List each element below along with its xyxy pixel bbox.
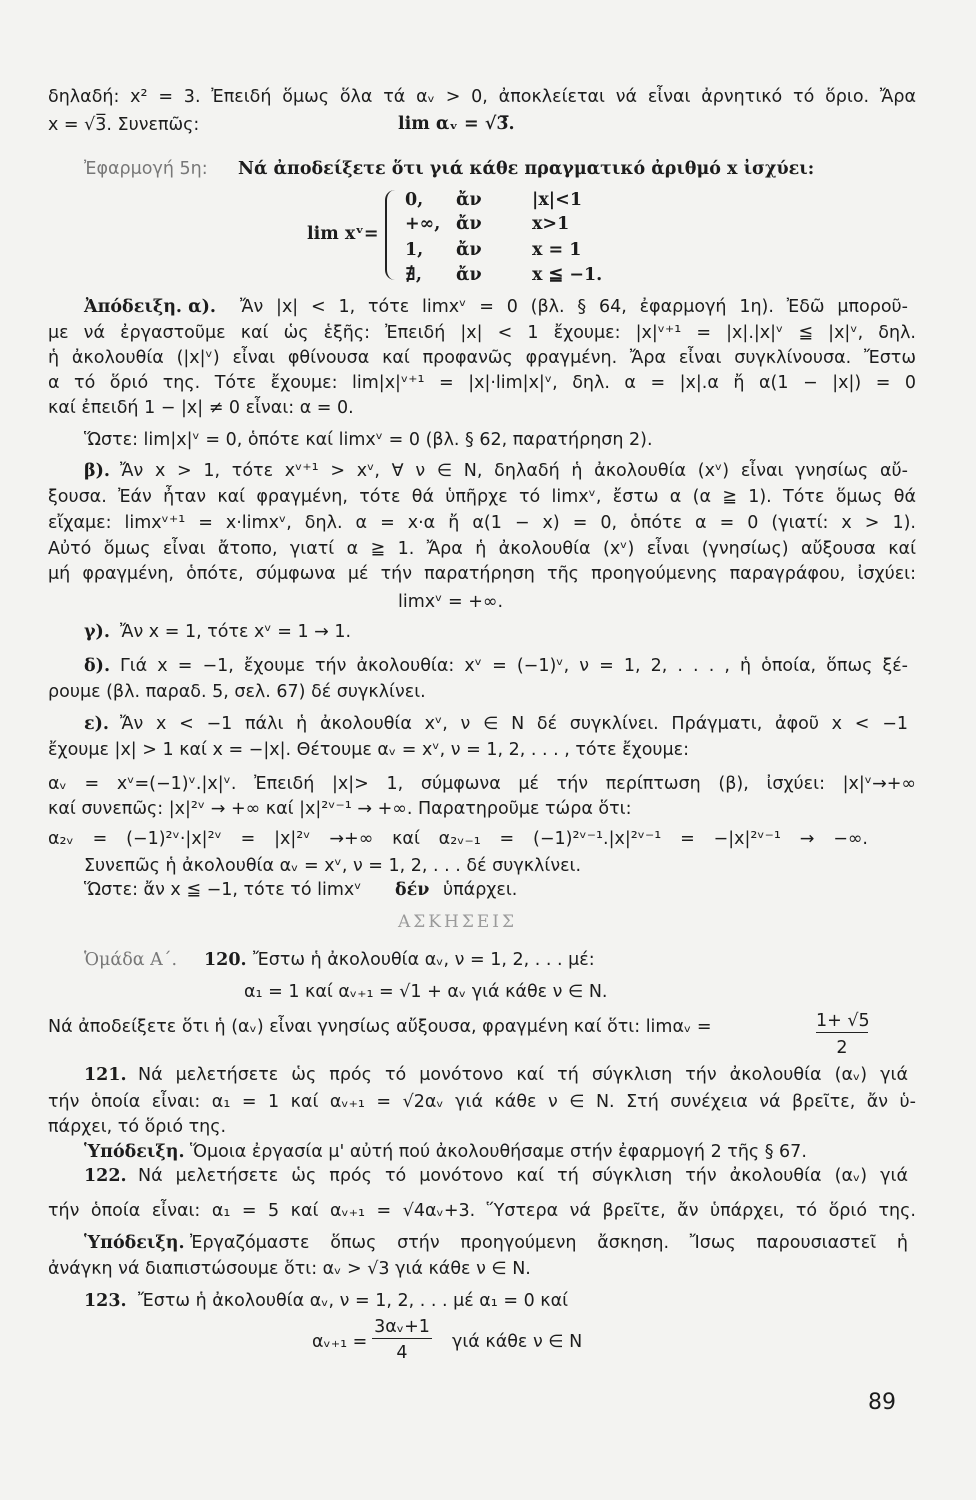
- text-line: τήν ὁποία εἶναι: α₁ = 1 καί αᵥ₊₁ = √2αᵥ γιά κάθε ν ∈ N. Στή συνέχεια νά βρεῖτε, ἄν ὑ-: [48, 1092, 916, 1112]
- text-line: Νά ἀποδείξετε ὅτι ἡ (αᵥ) εἶναι γνησίως αὔξουσα, φραγμένη καί ὅτι: limαᵥ =: [48, 1017, 712, 1037]
- emphasis-word: δέν: [395, 880, 430, 900]
- text-line: Ἔστω ἡ ἀκολουθία αᵥ, ν = 1, 2, . . . μέ:: [253, 950, 595, 970]
- case-value: 0,: [405, 190, 424, 210]
- page-number: 89: [868, 1390, 896, 1415]
- case-if: ἄν: [456, 190, 482, 210]
- case-value: 1,: [405, 240, 424, 260]
- proof-label: Ἀπόδειξη. α).: [84, 297, 216, 317]
- text-line: εἴχαμε: limxᵛ⁺¹ = x·limxᵛ, δηλ. α = x·α ἤ α(1 − x) = 0, ὁπότε α = 0 (γιατί: x > 1).: [48, 513, 916, 533]
- fraction-numerator: 3αᵥ+1: [372, 1317, 432, 1339]
- fraction-numerator: 1+ √5: [816, 1011, 870, 1031]
- text-line: τήν ὁποία εἶναι: α₁ = 5 καί αᵥ₊₁ = √4αᵥ+3. Ὕστερα νά βρεῖτε, ἄν ὑπάρχει, τό ὅριό της.: [48, 1201, 916, 1221]
- hint-label: Ὑπόδειξη.: [84, 1142, 185, 1162]
- case-value: ∄,: [405, 265, 422, 285]
- text-line: Ὅμοια ἐργασία μ' αὐτή πού ἀκολουθήσαμε στήν ἐφαρμογή 2 τῆς § 67.: [190, 1142, 807, 1162]
- text-line: Ἔστω ἡ ἀκολουθία αᵥ, ν = 1, 2, . . . μέ α₁ = 0 καί: [138, 1291, 569, 1311]
- text-line: Συνεπῶς ἡ ἀκολουθία αᵥ = xᵛ, ν = 1, 2, . . . δέ συγκλίνει.: [84, 856, 582, 876]
- text-line: ἀνάγκη νά διαπιστώσουμε ὅτι: αᵥ > √3 γιά κάθε ν ∈ N.: [48, 1259, 531, 1279]
- text-line: Ὥστε: lim|x|ᵛ = 0, ὁπότε καί limxᵛ = 0 (βλ. § 62, παρατήρηση 2).: [84, 430, 653, 450]
- text-line: ἡ ἀκολουθία (|x|ᵛ) εἶναι φθίνουσα καί προφανῶς φραγμένη. Ἄρα εἶναι συγκλίνουσα. Ἔστω: [48, 348, 916, 368]
- formula-lim-x-n: lim xᵛ=: [307, 224, 379, 244]
- text-line: δηλαδή: x² = 3. Ἐπειδή ὅμως ὅλα τά αᵥ > 0, ἀποκλείεται νά εἶναι ἀρνητικό τό ὅριο. Ἄρα: [48, 87, 916, 107]
- cases-brace: [385, 190, 399, 280]
- formula-line: α₂ᵥ = (−1)²ᵛ·|x|²ᵛ = |x|²ᵛ →+∞ καί α₂ᵥ₋₁ = (−1)²ᵛ⁻¹.|x|²ᵛ⁻¹ = −|x|²ᵛ⁻¹ → −∞.: [48, 829, 868, 849]
- exercise-number: 120.: [204, 950, 247, 970]
- text-line: με νά ἐργαστοῦμε καί ὡς ἑξῆς: Ἐπειδή |x| < 1 ἔχουμε: |x|ᵛ⁺¹ = |x|.|x|ᵛ ≦ |x|ᵛ, δηλ.: [48, 323, 916, 343]
- text-line: καί ἐπειδή 1 − |x| ≠ 0 εἶναι: α = 0.: [48, 398, 354, 418]
- text-line: Νά μελετήσετε ὡς πρός τό μονότονο καί τή σύγκλιση τήν ἀκολουθία (αᵥ) γιά: [138, 1166, 908, 1186]
- text-line: ρουμε (βλ. παραδ. 5, σελ. 67) δέ συγκλίνει.: [48, 682, 426, 702]
- case-condition: |x|<1: [532, 190, 583, 210]
- section-heading: ΑΣΚΗΣΕΙΣ: [398, 912, 517, 932]
- case-if: ἄν: [456, 214, 482, 234]
- text-line: γιά κάθε ν ∈ N: [452, 1332, 583, 1352]
- text-line: x = √3̅. Συνεπῶς:: [48, 115, 200, 135]
- case-if: ἄν: [456, 265, 482, 285]
- case-condition: x>1: [532, 214, 570, 234]
- formula-line: α₁ = 1 καί αᵥ₊₁ = √1 + αᵥ γιά κάθε ν ∈ N.: [244, 982, 608, 1002]
- case-value: +∞,: [405, 214, 441, 234]
- text-line: Ἄν |x| < 1, τότε limxᵛ = 0 (βλ. § 64, ἐφαρμογή 1η). Ἐδῶ μποροῦ-: [240, 297, 908, 317]
- text-line: Ἐργαζόμαστε ὅπως στήν προηγούμενη ἄσκηση. Ἴσως παρουσιαστεῖ ἡ: [190, 1233, 908, 1253]
- formula-line: limxᵛ = +∞.: [398, 592, 504, 612]
- text-line: ξουσα. Ἐάν ἦταν καί φραγμένη, τότε θά ὑπῆρχε τό limxᵛ, ἔστω α (α ≧ 1). Τότε ὅμως θά: [48, 487, 916, 507]
- exercise-number: 121.: [84, 1065, 127, 1085]
- application-label: Ἐφαρμογή 5η:: [84, 159, 208, 179]
- text-line: μή φραγμένη, ὁπότε, σύμφωνα μέ τήν παρατήρηση τῆς προηγούμενης παραγράφου, ἰσχύει:: [48, 564, 916, 584]
- case-label: β).: [84, 461, 110, 481]
- fraction-denominator: 2: [836, 1038, 848, 1058]
- case-label: γ).: [84, 622, 110, 642]
- case-label: ε).: [84, 714, 110, 734]
- text-line: καί συνεπῶς: |x|²ᵛ → +∞ καί |x|²ᵛ⁻¹ → +∞. Παρατηροῦμε τώρα ὅτι:: [48, 799, 632, 819]
- case-condition: x = 1: [532, 240, 582, 260]
- group-label: Ὁμάδα Α΄.: [84, 950, 178, 970]
- case-condition: x ≦ −1.: [532, 265, 603, 285]
- exercise-number: 122.: [84, 1166, 127, 1186]
- text-line: Νά μελετήσετε ὡς πρός τό μονότονο καί τή σύγκλιση τήν ἀκολουθία (αᵥ) γιά: [138, 1065, 908, 1085]
- text-line: Ἄν x < −1 πάλι ἡ ἀκολουθία xᵛ, ν ∈ N δέ συγκλίνει. Πράγματι, ἀφοῦ x < −1: [120, 714, 908, 734]
- text-line: πάρχει, τό ὅριό της.: [48, 1117, 227, 1137]
- formula-limit: lim αᵥ = √3̅.: [398, 114, 515, 134]
- case-if: ἄν: [456, 240, 482, 260]
- text-line: Γιά x = −1, ἔχουμε τήν ἀκολουθία: xᵛ = (−1)ᵛ, ν = 1, 2, . . . , ἡ ὁποία, ὅπως ξέ-: [120, 656, 908, 676]
- fraction-denominator: 4: [396, 1343, 408, 1363]
- formula-lhs: αᵥ₊₁ =: [312, 1332, 368, 1352]
- hint-label: Ὑπόδειξη.: [84, 1233, 185, 1253]
- text-line: Ὥστε: ἄν x ≦ −1, τότε τό limxᵛ: [84, 880, 362, 900]
- text-line: αᵥ = xᵛ=(−1)ᵛ.|x|ᵛ. Ἐπειδή |x|> 1, σύμφωνα μέ τήν περίπτωση (β), ἰσχύει: |x|ᵛ→+∞: [48, 774, 916, 794]
- case-label: δ).: [84, 656, 111, 676]
- text-line: Αὐτό ὅμως εἶναι ἄτοπο, γιατί α ≧ 1. Ἄρα ἡ ἀκολουθία (xᵛ) εἶναι (γνησίως) αὔξουσα καί: [48, 539, 916, 559]
- text-line: Ἄν x = 1, τότε xᵛ = 1 → 1.: [120, 622, 352, 642]
- application-statement: Νά ἀποδείξετε ὅτι γιά κάθε πραγματικό ἀριθμό x ἰσχύει:: [238, 159, 815, 179]
- text-line: ἔχουμε |x| > 1 καί x = −|x|. Θέτουμε αᵥ = xᵛ, ν = 1, 2, . . . , τότε ἔχουμε:: [48, 740, 690, 760]
- text-line: α τό ὅριό της. Τότε ἔχουμε: lim|x|ᵛ⁺¹ = |x|·lim|x|ᵛ, δηλ. α = |x|.α ἤ α(1 − |x|) = 0: [48, 373, 916, 393]
- text-line: Ἄν x > 1, τότε xᵛ⁺¹ > xᵛ, ∀ ν ∈ N, δηλαδή ἡ ἀκολουθία (xᵛ) εἶναι γνησίως αὔ-: [120, 461, 908, 481]
- exercise-number: 123.: [84, 1291, 127, 1311]
- text-line: ὑπάρχει.: [443, 880, 518, 900]
